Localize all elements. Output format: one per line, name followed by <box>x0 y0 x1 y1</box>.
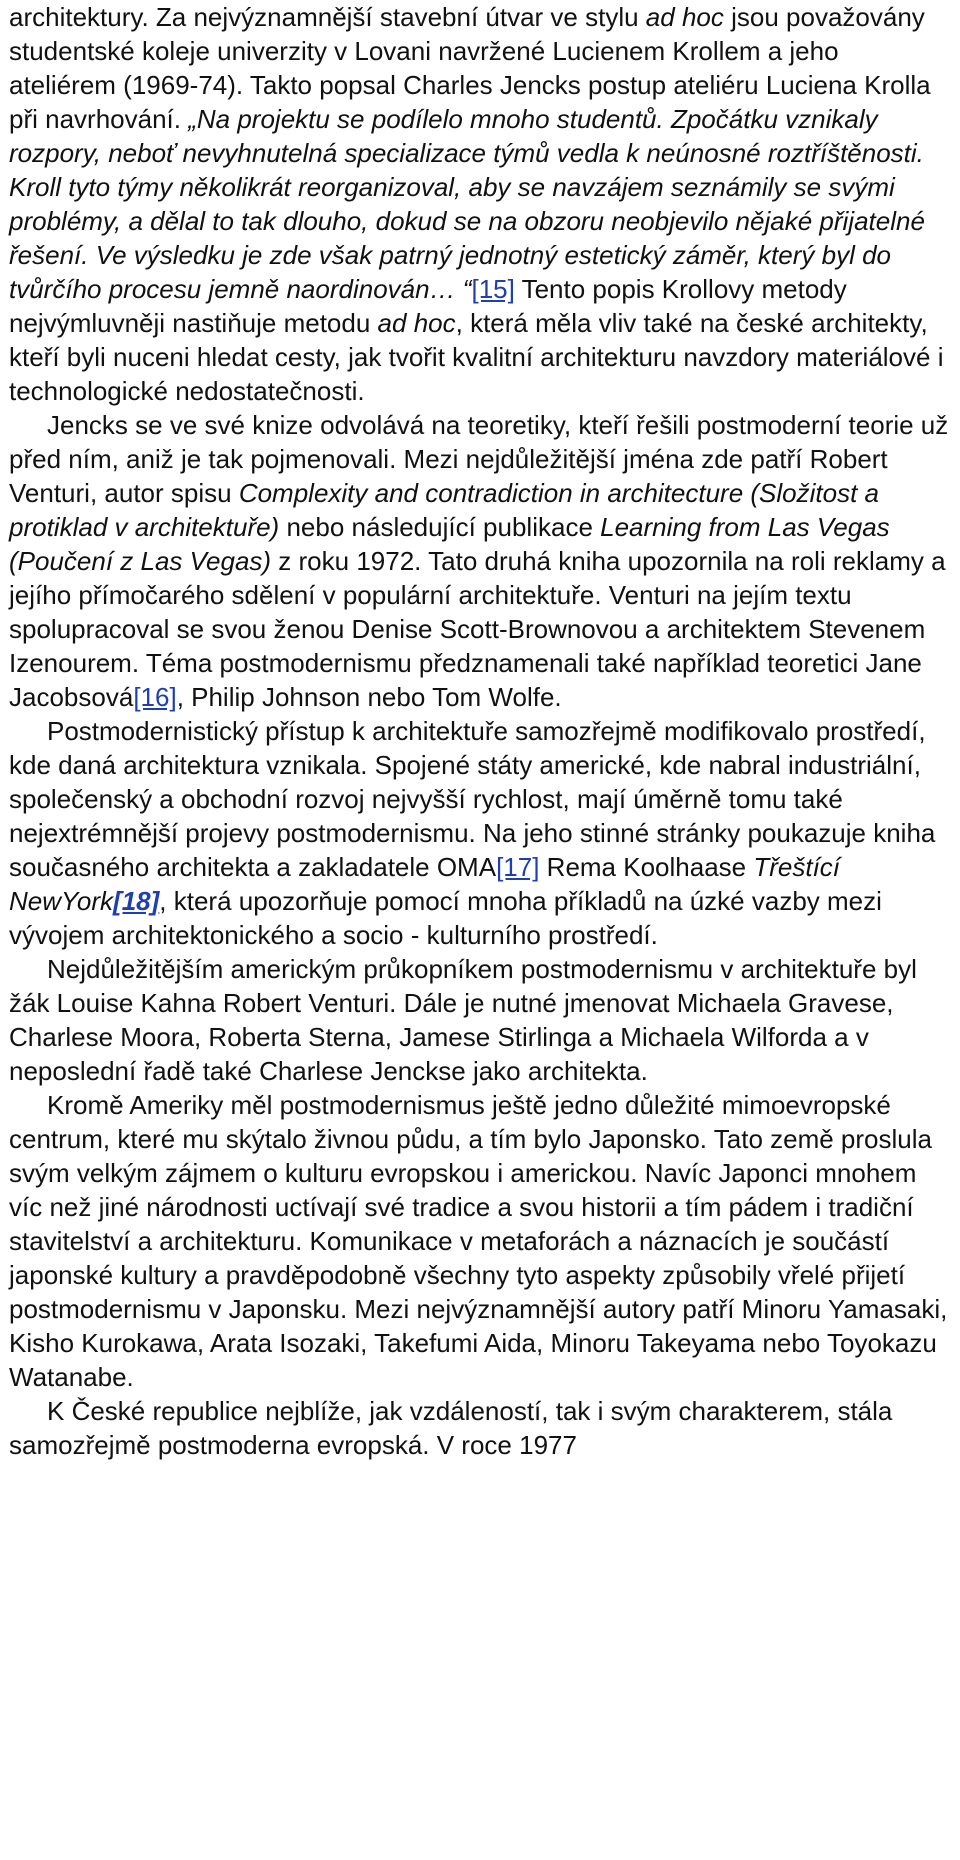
italic-term: ad hoc <box>645 2 724 32</box>
italic-term: ad hoc <box>377 308 456 338</box>
text: , Philip Johnson nebo Tom Wolfe. <box>176 682 562 712</box>
jencks-quote: „Na projektu se podílelo mnoho studentů. Zpočátku vznikaly rozpory, neboť nevyhnutelná specializace týmů vedla k neúnosné roztříštěnosti. Kroll tyto týmy několikrát reorganizoval, aby se navzájem seznámily se svými problémy, a dělal to tak dlouho, dokud se na obzoru neobjevilo nějaké přijatelné řešení. Ve výsledku je zde však patrný jednotný estetický záměr, který byl do tvůrčího procesu jemně naordinován… “ <box>9 104 925 304</box>
text: , která upozorňuje pomocí mnoha příkladů na úzké vazby mezi vývojem architektonického a socio - kulturního prostředí. <box>9 886 882 950</box>
footnote-link-17[interactable]: [17] <box>496 852 540 882</box>
paragraph-american-pioneers: Nejdůležitějším americkým průkopníkem postmodernismu v architektuře byl žák Louise Kahna Robert Venturi. Dále je nutné jmenovat Michaela Gravese, Charlese Moora, Roberta Sterna, Jamese Stirlinga a Michaela Wilforda a v neposlední řadě také Charlese Jenckse jako architekta. <box>9 954 917 1086</box>
text: z roku 1972. Tato druhá kniha upozornila na roli reklamy a jejího přímočarého sdělení v populární architektuře. Venturi na jejím textu spolupracoval se svou ženou Denise Scott-Brownovou a architektem Stevenem Izenourem. Téma postmodernismu předznamenali také například teoretici Jane Jacobsová <box>9 546 946 712</box>
text: Postmodernistický přístup k architektuře samozřejmě modifikovalo prostředí, kde daná architektura vznikala. Spojené státy americké, kde nabral industriální, společenský a obchodní rozvoj nejvyšší rychlost, mají úměrně tomu také nejextrémnější projevy postmodernismu. Na jeho stinné stránky poukazuje kniha současného architekta a zakladatele OMA <box>9 716 936 882</box>
paragraph-european: K České republice nejblíže, jak vzdáleností, tak i svým charakterem, stála samozřejmě postmoderna evropská. V roce 1977 <box>9 1396 893 1460</box>
book-title: Třeštící NewYork <box>9 852 841 916</box>
footnote-link-16[interactable]: [16] <box>133 682 177 712</box>
paragraph-japan: Kromě Ameriky měl postmodernismus ještě jedno důležité mimoevropské centrum, které mu skýtalo živnou půdu, a tím bylo Japonsko. Tato země proslula svým velkým zájmem o kulturu evropskou i americkou. Navíc Japonci mnohem víc než jiné národnosti uctívají své tradice a svou historii a tím pádem i tradiční stavitelství a architekturu. Komunikace v metaforách a náznacích je součástí japonské kultury a pravděpodobně všechny tyto aspekty způsobily vřelé přijetí postmodernismu v Japonsku. Mezi nejvýznamnější autory patří Minoru Yamasaki, Kisho Kurokawa, Arata Isozaki, Takefumi Aida, Minoru Takeyama nebo Toyokazu Watanabe. <box>9 1090 948 1392</box>
book-title: Complexity and contradiction in architecture (Složitost a protiklad v architektuře) <box>9 478 879 542</box>
text: Jencks se ve své knize odvolává na teoretiky, kteří řešili postmoderní teorie už před ním, aniž je tak pojmenovali. Mezi nejdůležitější jména zde patří Robert Venturi, autor spisu <box>9 410 949 508</box>
text: nebo následující publikace <box>279 512 601 542</box>
footnote-link-15[interactable]: [15] <box>471 274 515 304</box>
paragraph-jencks-theorists <box>9 408 950 714</box>
text: Tento popis Krollovy metody nejvýmluvněji nastiňuje metodu <box>9 274 847 338</box>
text: , která měla vliv také na české architekty, kteří byli nuceni hledat cesty, jak tvořit kvalitní architekturu navzdory materiálové i technologické nedostatečnosti. <box>9 308 944 406</box>
text: architektury. Za nejvýznamnější stavební útvar ve stylu <box>9 2 646 32</box>
paragraph-usa-postmodernism <box>9 714 950 952</box>
footnote-link-18[interactable]: [18] <box>113 886 160 916</box>
text: jsou považovány studentské koleje univerzity v Lovani navržené Lucienem Krollem a jeho ateliérem (1969-74). Takto popsal Charles Jencks postup ateliéru Luciena Krolla při navrhování. <box>9 2 931 134</box>
text: Rema Koolhaase <box>539 852 754 882</box>
paragraph-ad-hoc <box>9 0 950 408</box>
book-title: Learning from Las Vegas (Poučení z Las Vegas) <box>9 512 890 576</box>
